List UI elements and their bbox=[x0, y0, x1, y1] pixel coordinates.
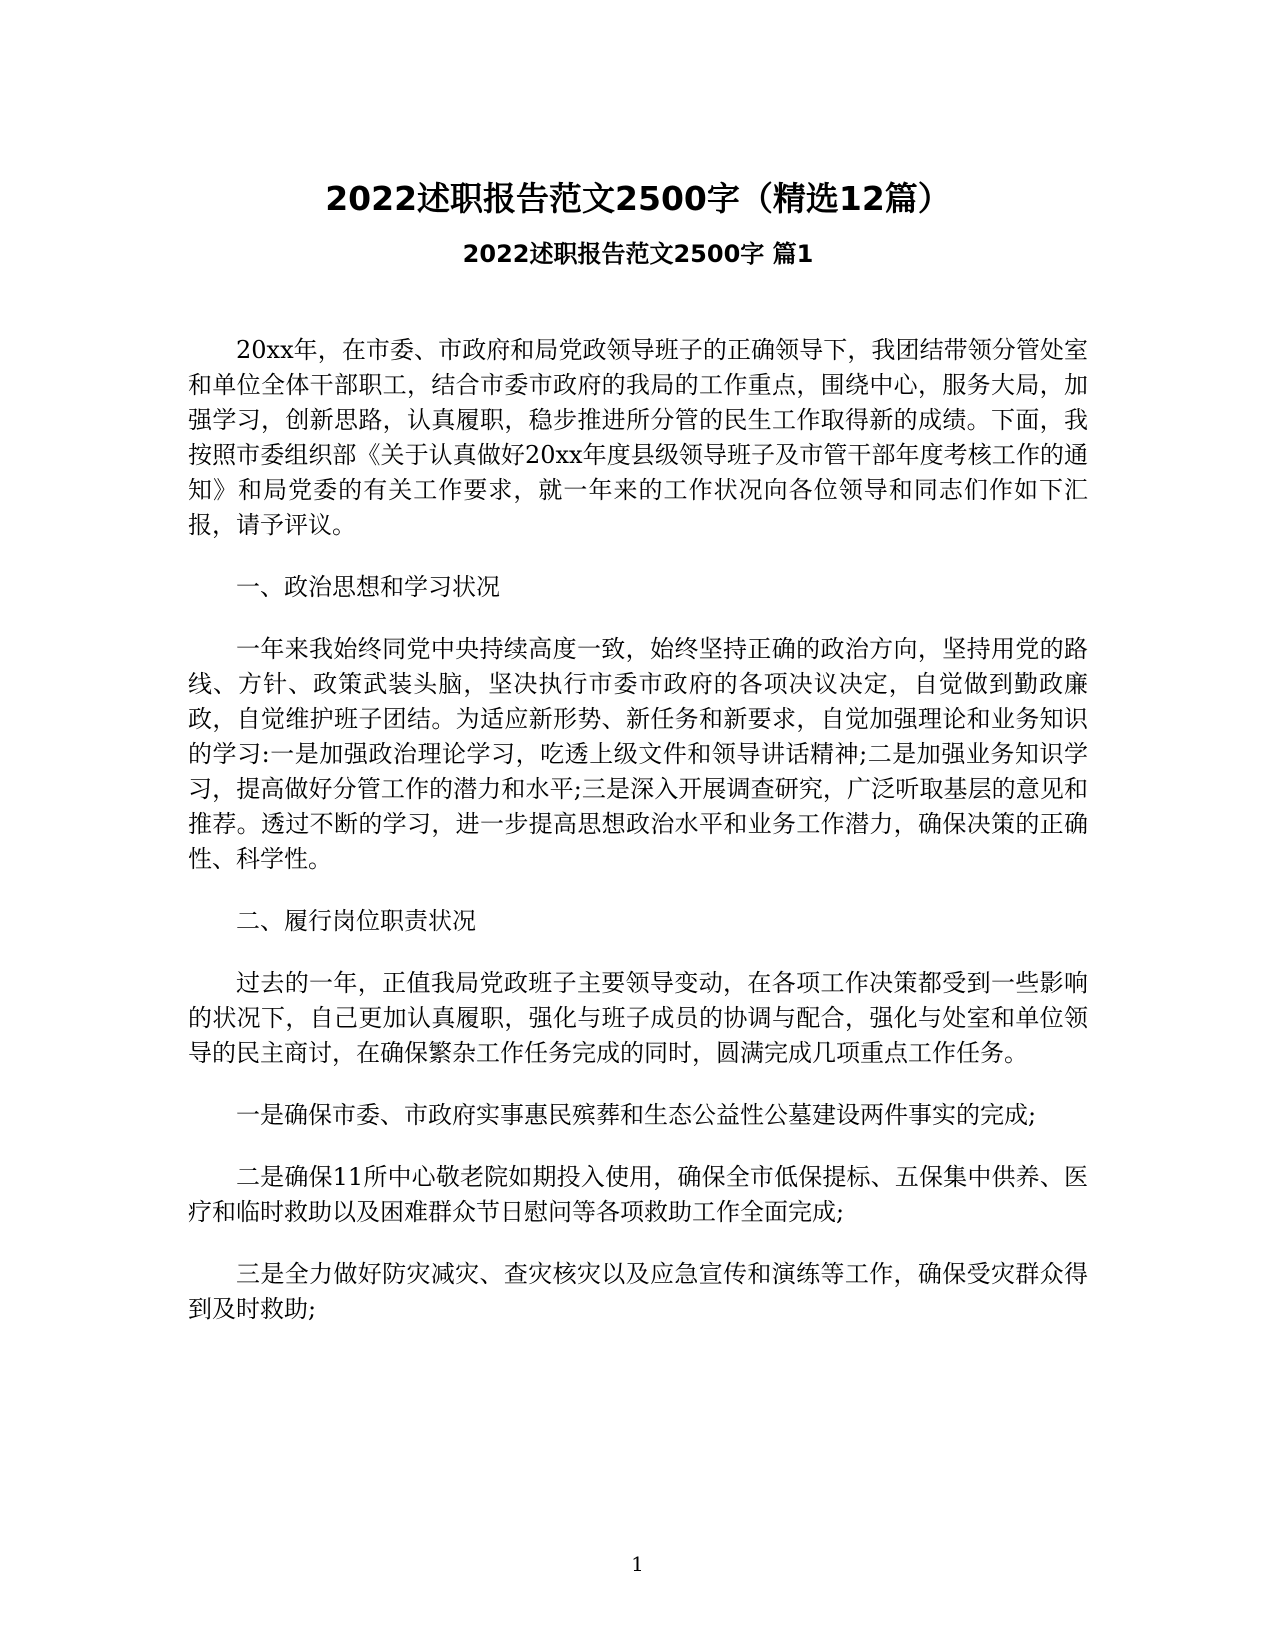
paragraph-task-three: 三是全力做好防灾减灾、查灾核灾以及应急宣传和演练等工作，确保受灾群众得到及时救助; bbox=[188, 1260, 1088, 1323]
section-heading-duties: 二、履行岗位职责状况 bbox=[236, 907, 476, 935]
paragraph-intro: 20xx年，在市委、市政府和局党政领导班子的正确领导下，我团结带领分管处室和单位全体干部职工，结合市委市政府的我局的工作重点，围绕中心，服务大局，加强学习，创新思路，认真履职，稳步推进所分管的民生工作取得新的成绩。下面，我按照市委组织部《关于认真做好20xx年度县级领导班子及市管干部年度考核工作的通知》和局党委的有关工作要求，就一年来的工作状况向各位领导和同志们作如下汇报，请予评议。 bbox=[188, 336, 1088, 539]
section-title: 2022述职报告范文2500字 篇1 bbox=[462, 240, 814, 268]
paragraph-political-study: 一年来我始终同党中央持续高度一致，始终坚持正确的政治方向，坚持用党的路线、方针、政策武装头脑，坚决执行市委市政府的各项决议决定，自觉做到勤政廉政，自觉维护班子团结。为适应新形势、新任务和新要求，自觉加强理论和业务知识的学习:一是加强政治理论学习，吃透上级文件和领导讲话精神;二是加强业务知识学习，提高做好分管工作的潜力和水平;三是深入开展调查研究，广泛听取基层的意见和推荐。透过不断的学习，进一步提高思想政治水平和业务工作潜力，确保决策的正确性、科学性。 bbox=[188, 635, 1088, 873]
paragraph-task-two: 二是确保11所中心敬老院如期投入使用，确保全市低保提标、五保集中供养、医疗和临时救助以及困难群众节日慰问等各项救助工作全面完成; bbox=[188, 1163, 1088, 1226]
paragraph-task-one: 一是确保市委、市政府实事惠民殡葬和生态公益性公墓建设两件事实的完成; bbox=[236, 1101, 1037, 1129]
paragraph-duties: 过去的一年，正值我局党政班子主要领导变动，在各项工作决策都受到一些影响的状况下，自己更加认真履职，强化与班子成员的协调与配合，强化与处室和单位领导的民主商讨，在确保繁杂工作任务完成的同时，圆满完成几项重点工作任务。 bbox=[188, 969, 1088, 1067]
document-body bbox=[188, 333, 1088, 1354]
document-title: 2022述职报告范文2500字（精选12篇） bbox=[325, 179, 951, 218]
section-heading-political: 一、政治思想和学习状况 bbox=[236, 573, 500, 601]
page-number: 1 bbox=[631, 1552, 644, 1576]
